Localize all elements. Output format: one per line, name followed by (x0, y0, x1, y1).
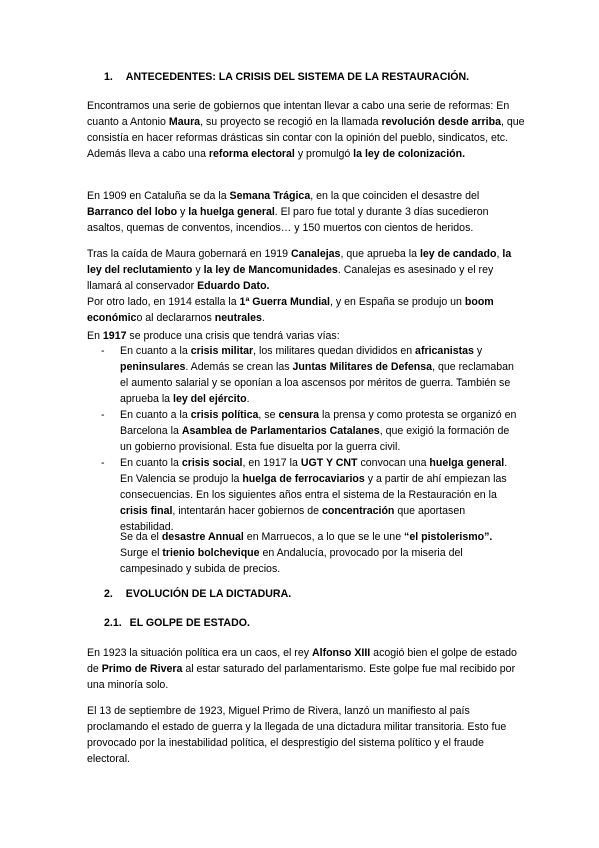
bold-term: Alfonso XIII (311, 647, 371, 659)
bold-term: concentración (322, 505, 395, 517)
heading-2-1 (104, 615, 250, 631)
bold-term: la huelga general (188, 206, 275, 218)
bold-term: neutrales (214, 312, 262, 324)
document-page: 1. ANTECEDENTES: LA CRISIS DEL SISTEMA DE LA RESTAURACIÓN. Encontramos una serie de gobiernos que intentan llevar a cabo una serie de reformas: En cuanto a Antonio Maura, su proyecto se recogió en la llamada revolución desde arriba, que consistía en hacer reformas drásticas sin contar con la opinión del pueblo, sindicatos, etc. Además lleva a cabo una reforma electoral y promulgó la ley de colonización. En 1909 en Cataluña se da la Semana Trágica, en la que coinciden el desastre del Barranco del lobo y la huelga general. El paro fue total y durante 3 días sucedieron asaltos, quemas de conventos, incendios… y 150 muertos con cientos de heridos. Tras la caída de Maura gobernará en 1919 Canalejas, que aprueba la ley de candado, la ley del reclutamiento y la ley de Mancomunidades. Canalejas es asesinado y el rey llamará al conservador Eduardo Dato. Por otro lado, en 1914 estalla la 1ª Guerra Mundial, y en España se produjo un boom económico al declararnos neutrales. En 1917 se produce una crisis que tendrá varias vías: - En cuanto a la crisis militar, los militares quedan divididos en africanistas y peninsulares. Además se crean las Juntas Militares de Defensa, que reclamaban el aumento salarial y se oponían a loa ascensos por méritos de guerra. También se aprueba la ley del ejército. - En cuanto a la crisis política, se censura la prensa y como protesta se organizó en Barcelona la Asamblea de Parlamentarios Catalanes, que exigió la formación de un gobierno provisional. Esta fue disuelta por la guerra civil. - En cuanto la crisis social, en 1917 la UGT Y CNT convocan una huelga general. En Valencia se produjo la huelga de ferrocaviarios y a partir de ahí empiezan las consecuencias. En los siguientes años entra el sistema de la Restauración en la crisis final, intentarán hacer gobiernos de concentración que aportasen estabilidad. Se da el desastre Annual en Marruecos, a lo que se le une “el pistolerismo”. Surge el trienio bolchevique en Andalucía, provocado por la miseria del campesinado y subida de precios. 2. EVOLUCIÓN DE LA DICTADURA. 2.1. EL GOLPE DE ESTADO. En 1923 la situación política era un caos, el rey Alfonso XIII acogió bien el golpe de estado de Primo de Rivera al estar saturado del parlamentarismo. Este golpe fue mal recibido por una minoría solo. El 13 de septiembre de 1923, Miguel Primo de Rivera, lanzó un manifiesto al país proclamando el estado de guerra y la llegada de una dictadura militar transitoria. Esto fue provocado por la inestabilidad política, el desprestigio del sistema político y el fraude electoral. (0, 0, 599, 848)
text-run: Se da el (120, 531, 162, 543)
text-run: En cuanto a la (120, 409, 191, 421)
bold-term: Maura (168, 116, 201, 128)
bold-term: “el pistolerismo”. (404, 531, 493, 543)
heading-2-text: EVOLUCIÓN DE LA DICTADURA. (125, 588, 292, 600)
text-run: en Andalucía, provocado por la miseria del campesinado y subida de precios. (120, 547, 463, 575)
text-run: . Además se crean las (185, 361, 293, 373)
bold-term: Asamblea de Parlamentarios Catalanes (181, 425, 380, 437)
heading-2 (104, 586, 291, 602)
bold-term: Barranco del lobo (87, 206, 178, 218)
paragraph-manifiesto (87, 703, 527, 767)
text-run: y a partir de ahí empiezan las consecuencias. En los siguientes años entra el sistema de la Restauración en la (120, 473, 507, 501)
text-run: , y en España se produjo un (330, 296, 465, 308)
bold-term: crisis militar (190, 345, 254, 357)
bold-term: revolución desde arriba (381, 116, 501, 128)
text-run: , su proyecto se recogió en la llamada (200, 116, 382, 128)
bold-term: Eduardo Dato. (197, 280, 270, 292)
bold-term: crisis final (120, 505, 173, 517)
paragraph-canalejas (87, 246, 527, 294)
text-run: se produce una crisis que tendrá varias vías: (126, 330, 340, 342)
paragraph-primera-guerra (87, 294, 527, 326)
bold-term: desastre Annual (161, 531, 244, 543)
text-run: . Canalejas es asesinado y el rey llamará al conservador (87, 264, 494, 292)
text-run: . (261, 312, 265, 324)
text-run: acogió bien el golpe de estado de (87, 647, 517, 675)
text-run: , que consistía en hacer reformas drásticas sin contar con la opinión del pueblo, sindicatos, etc. Además lleva a cabo una (87, 116, 525, 160)
text-run: , los militares quedan divididos en (253, 345, 416, 357)
text-run: y promulgó (294, 148, 354, 160)
bold-term: Juntas Militares de Defensa (292, 361, 433, 373)
bold-term: Semana Trágica (229, 190, 311, 202)
text-run: y (192, 264, 204, 276)
bold-term: africanistas (415, 345, 474, 357)
text-run: , que reclamaban el aumento salarial y se oponían a loa ascensos por méritos de guerra. También se aprueba la (120, 361, 514, 405)
bold-term: Primo de Rivera (101, 663, 183, 675)
paragraph-semana-tragica (87, 188, 527, 236)
text-run: y (473, 345, 483, 357)
text-run: . (246, 393, 250, 405)
text-run: Por otro lado, en 1914 estalla la (87, 296, 240, 308)
paragraph-maura (87, 98, 527, 162)
heading-1 (104, 69, 469, 85)
text-run: la prensa y como protesta se organizó en Barcelona la (120, 409, 517, 437)
bold-term: UGT Y CNT (300, 457, 358, 469)
text-run: al estar saturado del parlamentarismo. Este golpe fue mal recibido por una minoría solo. (87, 663, 516, 691)
text-run: Encontramos una serie de gobiernos que intentan llevar a cabo una serie de reformas: En cuanto a Antonio (87, 100, 510, 128)
text-run: En (87, 330, 103, 342)
text-run: En 1923 la situación política era un caos, el rey (87, 647, 312, 659)
bold-term: reforma electoral (208, 148, 295, 160)
text-run: En cuanto a la (120, 345, 191, 357)
bold-term: crisis política (190, 409, 259, 421)
bold-term: 1917 (102, 330, 127, 342)
heading-1-text: ANTECEDENTES: LA CRISIS DEL SISTEMA DE LA RESTAURACIÓN. (125, 71, 470, 83)
bold-term: la ley de colonización. (353, 148, 466, 160)
text-run: Surge el (120, 547, 163, 559)
text-run: , se (258, 409, 279, 421)
text-run: , que exigió la formación de un gobierno provisional. Esta fue disuelta por la guerra civil. (120, 425, 510, 453)
text-run: En 1909 en Cataluña se da la (87, 190, 230, 202)
text-run: , que aprueba la (340, 248, 420, 260)
text-run: , en la que coinciden el desastre del (310, 190, 480, 202)
bold-term: huelga general (429, 457, 505, 469)
bold-term: la ley de Mancomunidades (203, 264, 338, 276)
bold-term: Canalejas (290, 248, 341, 260)
bold-term: trienio bolchevique (162, 547, 260, 559)
paragraph-golpe (87, 645, 527, 693)
text-run: , en 1917 la (242, 457, 301, 469)
text-run: en Marruecos, a lo que se le une (243, 531, 405, 543)
heading-1-number: 1. (104, 71, 113, 83)
text-run: o al declararnos (136, 312, 215, 324)
bold-term: huelga de ferrocaviarios (242, 473, 365, 485)
bold-term: boom económic (87, 296, 494, 324)
text-run: En cuanto la (120, 457, 182, 469)
heading-2-1-text: EL GOLPE DE ESTADO. (129, 617, 250, 629)
text-run: y (177, 206, 189, 218)
text-run: convocan una (357, 457, 430, 469)
text-run: , intentarán hacer gobiernos de (172, 505, 322, 517)
bold-term: peninsulares (120, 361, 186, 373)
text-run: Tras la caída de Maura gobernará en 1919 (87, 248, 291, 260)
text-run: . El paro fue total y durante 3 días sucedieron asaltos, quemas de conventos, incendios… y 150 muertos con cientos de heridos. (87, 206, 489, 234)
paragraph-1917 (87, 328, 527, 344)
text-run: . En Valencia se produjo la (120, 457, 508, 485)
bold-term: 1ª Guerra Mundial (239, 296, 331, 308)
text-run: El 13 de septiembre de 1923, Miguel Primo de Rivera, lanzó un manifiesto al país proclamando el estado de guerra y la llegada de una dictadura militar transitoria. Esto fue provocado por la inestabilidad política, el desprestigio del sistema político y el fraude electoral. (87, 705, 507, 765)
bold-term: la ley del reclutamiento (87, 248, 512, 276)
bold-term: ley de candado (419, 248, 497, 260)
heading-2-1-number: 2.1. (104, 617, 122, 629)
text-run: que aportasen estabilidad. (120, 505, 466, 533)
bold-term: crisis social (181, 457, 243, 469)
bold-term: censura (278, 409, 320, 421)
bold-term: ley del ejército (173, 393, 247, 405)
heading-2-number: 2. (104, 588, 113, 600)
text-run: , (496, 248, 503, 260)
